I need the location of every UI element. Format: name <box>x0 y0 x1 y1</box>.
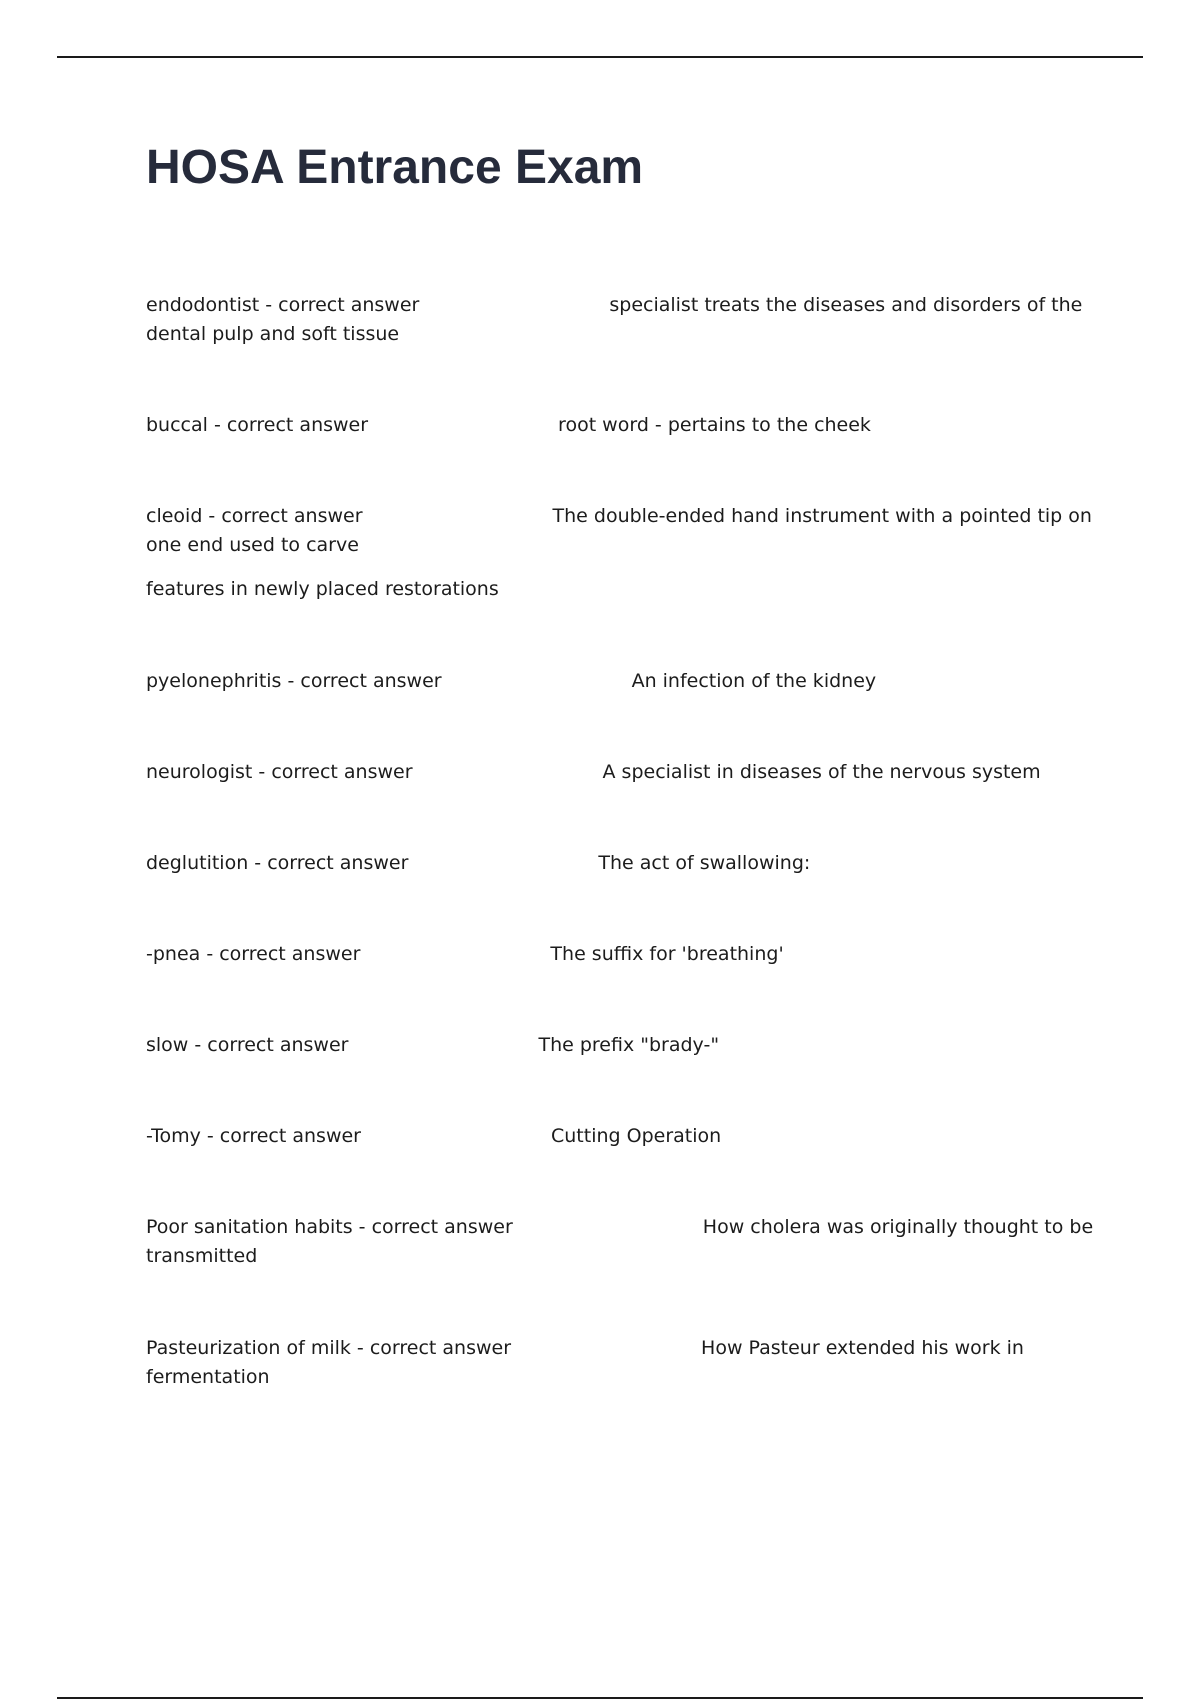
qa-first-line <box>146 1122 1066 1151</box>
qa-entry <box>146 667 1066 696</box>
qa-first-line <box>146 940 1066 969</box>
definition: specialist treats the diseases and disorders of the <box>609 294 1083 316</box>
qa-entry <box>146 1031 1066 1060</box>
definition: The act of swallowing: <box>598 852 811 874</box>
qa-first-line <box>146 291 1083 320</box>
qa-first-line <box>146 849 1066 878</box>
term: neurologist - correct answer <box>146 761 413 783</box>
definition: A specialist in diseases of the nervous system <box>602 761 1041 783</box>
qa-entry <box>146 940 1066 969</box>
qa-entry <box>146 758 1066 787</box>
definition: How cholera was originally thought to be <box>702 1216 1094 1238</box>
qa-first-line <box>146 1031 1066 1060</box>
definition: How Pasteur extended his work in <box>701 1337 1024 1359</box>
term: slow - correct answer <box>146 1034 349 1056</box>
qa-entry <box>146 1122 1066 1151</box>
qa-entry <box>146 411 1066 440</box>
qa-first-line <box>146 411 1066 440</box>
qa-first-line <box>146 502 1092 531</box>
definition: An infection of the kidney <box>631 670 877 692</box>
definition: The suffix for 'breathing' <box>550 943 784 965</box>
definition: The prefix "brady-" <box>538 1034 720 1056</box>
term: endodontist - correct answer <box>146 294 420 316</box>
definition: Cutting Operation <box>551 1125 722 1147</box>
definition: root word - pertains to the cheek <box>558 414 871 436</box>
qa-entry <box>146 849 1066 878</box>
qa-entry <box>146 502 1092 604</box>
term: Poor sanitation habits - correct answer <box>146 1216 513 1238</box>
term: pyelonephritis - correct answer <box>146 670 442 692</box>
term: buccal - correct answer <box>146 414 369 436</box>
term: -pnea - correct answer <box>146 943 361 965</box>
term: Pasteurization of milk - correct answer <box>146 1337 512 1359</box>
qa-entry <box>146 1213 1094 1271</box>
qa-first-line <box>146 758 1066 787</box>
definition-continuation: dental pulp and soft tissue <box>146 323 400 345</box>
qa-entry <box>146 291 1083 349</box>
definition-continuation: one end used to carve <box>146 534 359 556</box>
definition: The double-ended hand instrument with a pointed tip on <box>552 505 1092 527</box>
qa-first-line <box>146 1213 1094 1242</box>
bottom-rule <box>57 1697 1143 1699</box>
term: cleoid - correct answer <box>146 505 363 527</box>
top-rule <box>57 56 1143 58</box>
term: -Tomy - correct answer <box>146 1125 361 1147</box>
page-title: HOSA Entrance Exam <box>146 141 644 194</box>
definition-continuation: features in newly placed restorations <box>146 578 499 600</box>
qa-entry <box>146 1334 1066 1392</box>
qa-first-line <box>146 1334 1066 1363</box>
definition-continuation: fermentation <box>146 1366 270 1388</box>
term: deglutition - correct answer <box>146 852 409 874</box>
definition-continuation: transmitted <box>146 1245 258 1267</box>
qa-first-line <box>146 667 1066 696</box>
